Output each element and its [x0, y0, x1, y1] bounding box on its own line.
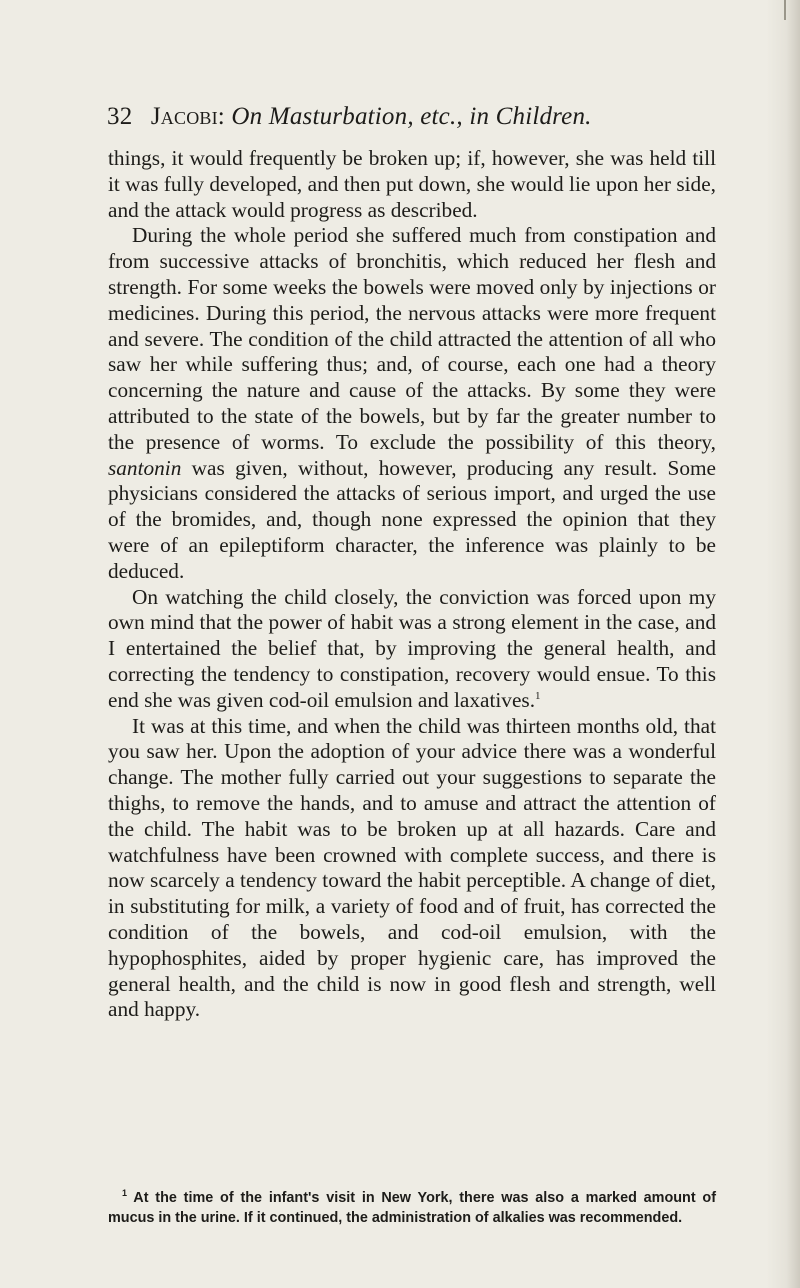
running-header [107, 100, 727, 134]
paragraph [108, 223, 716, 584]
paragraph-text: During the whole period she suffered much from constipation and from successive attacks of bronchitis, which reduced her flesh and strength. For some weeks the bowels were moved only by injections or medicines. During this period, the nervous attacks were more frequent and severe. The condition of the child attracted the attention of all who saw her while suffering thus; and, of course, each one had a theory concerning the nature and cause of the attacks. By some they were attributed to the state of the bowels, but by far the greater number to the presence of worms. To exclude the possibility of this theory, [108, 223, 716, 454]
header-separator: : [217, 103, 225, 130]
paragraph-text: It was at this time, and when the child was thirteen months old, that you saw her. Upon the adoption of your advice there was a wonderful change. The mother fully carried out your suggestions to separate the thighs, to remove the hands, and to amuse and attract the attention of the child. The habit was to be broken up at all hazards. Care and watchfulness have been crowned with complete success, and there is now scarcely a tendency toward the habit perceptible. A change of diet, in substituting for milk, a variety of food and of fruit, has corrected the condition of the bowels, and cod-oil emulsion, with the hypophosphites, aided by proper hygienic care, has improved the general health, and the child is now in good flesh and strength, well and happy. [108, 713, 716, 1022]
paragraph [108, 714, 716, 1024]
page-edge-mark [784, 0, 786, 20]
header-title: On Masturbation, etc., in Children. [231, 103, 592, 130]
paragraph [108, 585, 716, 714]
footnote-text: At the time of the infant's visit in New York, there was also a marked amount of mucus in the urine. If it continued, the administration of alkalies was recommended. [108, 1190, 717, 1226]
header-author: Jacobi [150, 103, 218, 130]
footnote-marker: 1 [122, 1188, 128, 1198]
footnote [108, 1189, 716, 1228]
page-edge-shadow [766, 0, 800, 1288]
paragraph-text: On watching the child closely, the conviction was forced upon my own mind that the power of habit was a strong element in the case, and I entertained the belief that, by improving the general health, and correcting the tendency to constipation, recovery would ensue. To this end she was given cod-oil emulsion and laxatives. [108, 584, 716, 712]
page-number: 32 [107, 103, 133, 130]
body-text [108, 146, 716, 1023]
paragraph-text: was given, without, however, producing any result. Some physicians considered the attacks of serious import, and urged the use of the bromides, and, though none expressed the opinion that they were of an epileptiform character, the inference was plainly to be deduced. [108, 455, 716, 583]
paragraph [108, 146, 716, 223]
footnote-reference: 1 [535, 689, 541, 702]
paragraph-text: things, it would frequently be broken up; if, however, she was held till it was fully developed, and then put down, she would lie upon her side, and the attack would progress as described. [108, 146, 716, 222]
italic-term: santonin [108, 455, 182, 480]
